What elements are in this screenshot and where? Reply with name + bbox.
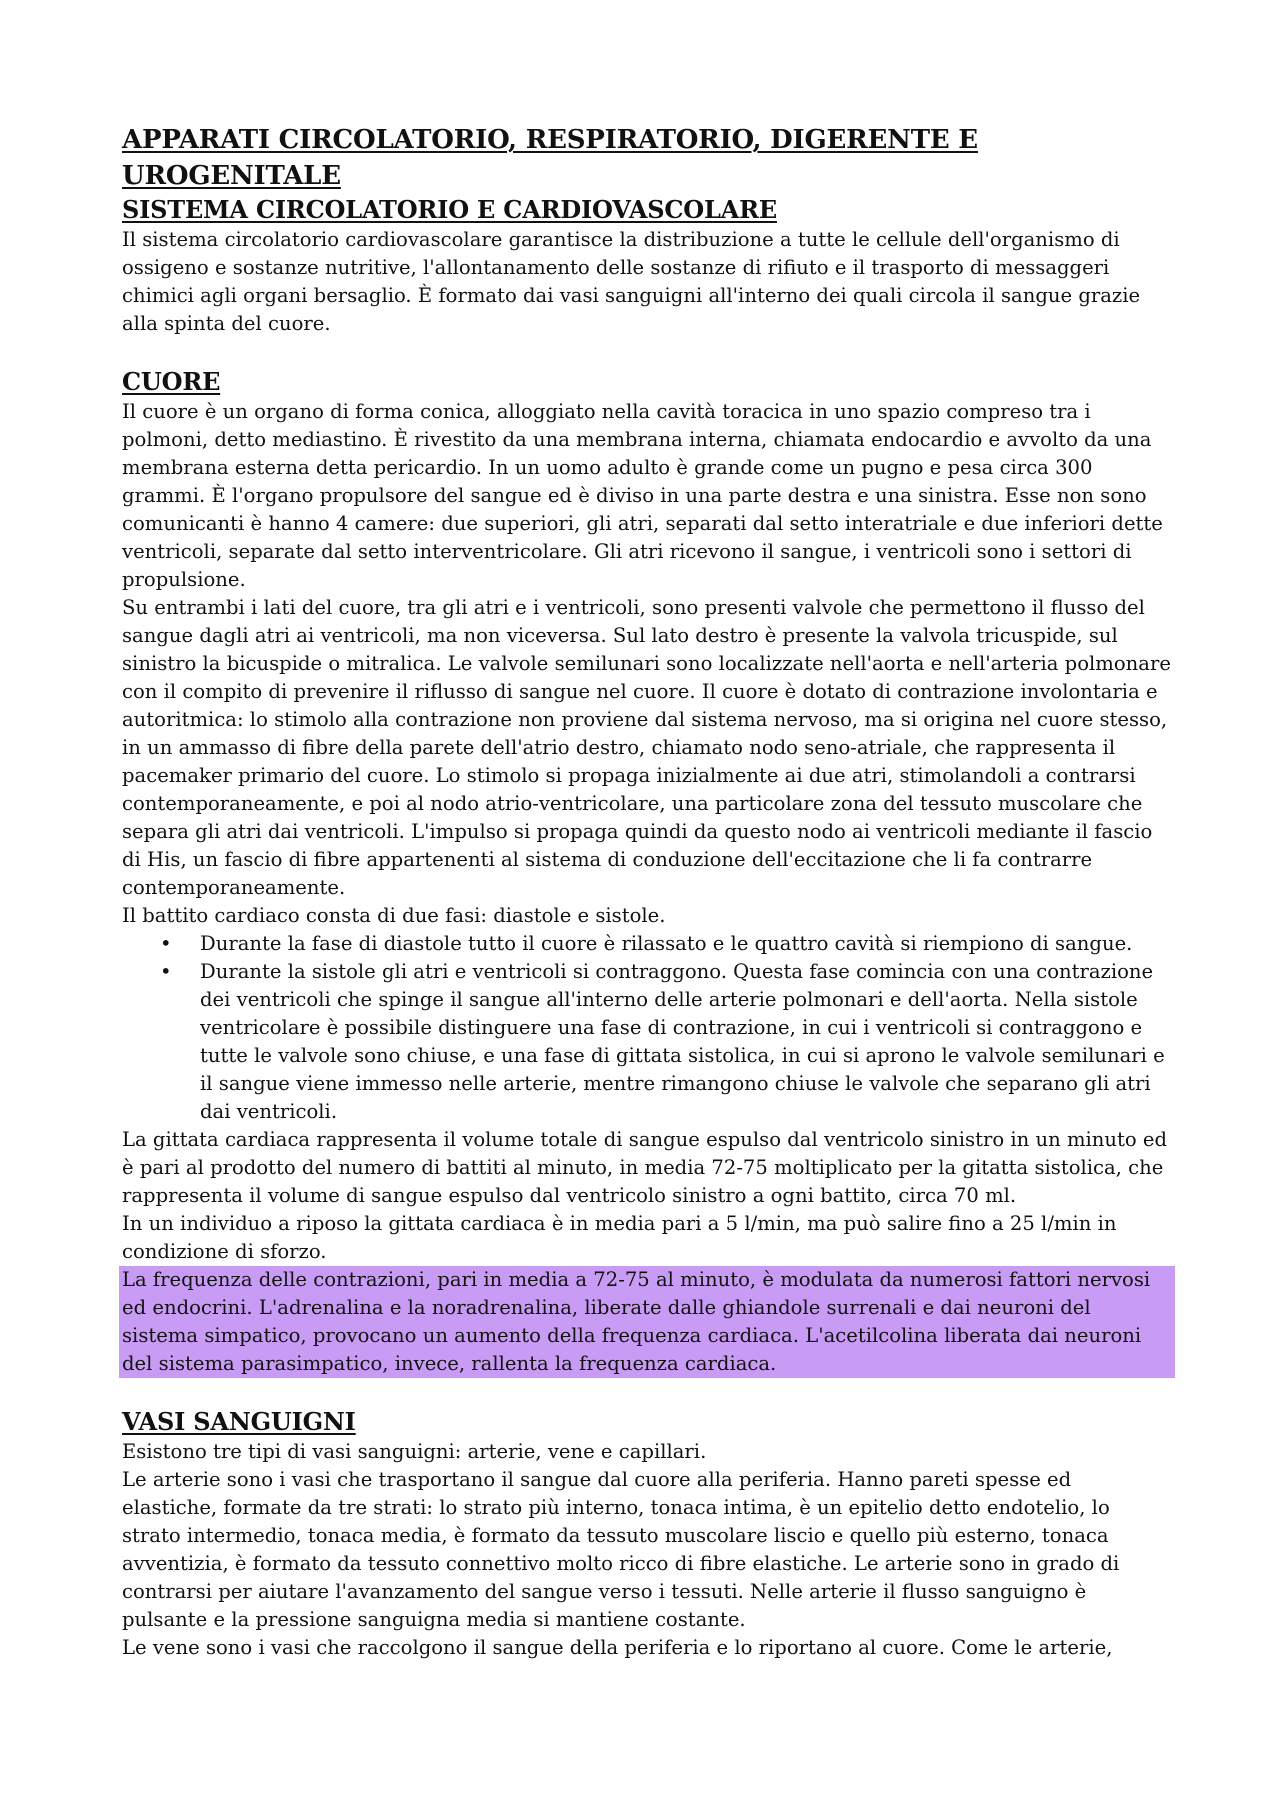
section-cuore [122, 366, 1172, 1378]
list-item-text: Durante la sistole gli atri e ventricoli si contraggono. Questa fase comincia con una contrazione dei ventricoli che spinge il sangue all'interno delle arterie polmonari e dell'aorta. Nella sistole ventricolare è possibile distinguere una fase di contrazione, in cui i ventricoli si contraggono e tutte le valvole sono chiuse, e una fase di gittata sistolica, in cui si aprono le valvole semilunari e il sangue viene immesso nelle arterie, mentre rimangono chiuse le valvole che separano gli atri dai ventricoli. [200, 960, 1165, 1123]
paragraph: Le arterie sono i vasi che trasportano il sangue dal cuore alla periferia. Hanno pareti spesse ed elastiche, formate da tre strati: lo strato più interno, tonaca intima, è un epitelio detto endotelio, lo strato intermedio, tonaca media, è formato da tessuto muscolare liscio e quello più esterno, tonaca avventizia, è formato da tessuto connettivo molto ricco di fibre elastiche. Le arterie sono in grado di contrarsi per aiutare l'avanzamento del sangue verso i tessuti. Nelle arterie il flusso sanguigno è pulsante e la pressione sanguigna media si mantiene costante. [122, 1468, 1120, 1631]
section-heading-vasi: VASI SANGUIGNI [122, 1407, 356, 1436]
paragraph: Su entrambi i lati del cuore, tra gli atri e i ventricoli, sono presenti valvole che permettono il flusso del sangue dagli atri ai ventricoli, ma non viceversa. Sul lato destro è presente la valvola tricuspide, sul sinistro la bicuspide o mitralica. Le valvole semilunari sono localizzate nell'aorta e nell'arteria polmonare con il compito di prevenire il riflusso di sangue nel cuore. Il cuore è dotato di contrazione involontaria e autoritmica: lo stimolo alla contrazione non proviene dal sistema nervoso, ma si origina nel cuore stesso, in un ammasso di fibre della parete dell'atrio destro, chiamato nodo seno-atriale, che rappresenta il pacemaker primario del cuore. Lo stimolo si propaga inizialmente ai due atri, stimolandoli a contrarsi contemporaneamente, e poi al nodo atrio-ventricolare, una particolare zona del tessuto muscolare che separa gli atri dai ventricoli. L'impulso si propaga quindi da questo nodo ai ventricoli mediante il fascio di His, un fascio di fibre appartenenti al sistema di conduzione dell'eccitazione che li fa contrarre contemporaneamente. [122, 596, 1171, 899]
paragraph: In un individuo a riposo la gittata cardiaca è in media pari a 5 l/min, ma può salire fino a 25 l/min in condizione di sforzo. [122, 1212, 1117, 1263]
bullet-icon: • [160, 932, 172, 955]
section-sistema-circolatorio [122, 194, 1172, 338]
list-item-text: Durante la fase di diastole tutto il cuore è rilassato e le quattro cavità si riempiono di sangue. [200, 932, 1133, 955]
document-title: APPARATI CIRCOLATORIO, RESPIRATORIO, DIGERENTE E UROGENITALE [122, 125, 978, 191]
list-item [160, 930, 1172, 958]
paragraph: Le vene sono i vasi che raccolgono il sangue della periferia e lo riportano al cuore. Come le arterie, [122, 1636, 1113, 1659]
bullet-list [122, 930, 1172, 1126]
document-page [122, 122, 1172, 1662]
paragraph: Il cuore è un organo di forma conica, alloggiato nella cavità toracica in uno spazio compreso tra i polmoni, detto mediastino. È rivestito da una membrana interna, chiamata endocardio e avvolto da una membrana esterna detta pericardio. In un uomo adulto è grande come un pugno e pesa circa 300 grammi. È l'organo propulsore del sangue ed è diviso in una parte destra e una sinistra. Esse non sono comunicanti è hanno 4 camere: due superiori, gli atri, separati dal setto interatriale e due inferiori dette ventricoli, separate dal setto interventricolare. Gli atri ricevono il sangue, i ventricoli sono i settori di propulsione. [122, 400, 1163, 591]
section-heading-cuore: CUORE [122, 367, 221, 396]
highlighted-paragraph: La frequenza delle contrazioni, pari in media a 72-75 al minuto, è modulata da numerosi fattori nervosi ed endocrini. L'adrenalina e la noradrenalina, liberate dalle ghiandole surrenali e dai neuroni del sistema simpatico, provocano un aumento della frequenza cardiaca. L'acetilcolina liberata dai neuroni del sistema parasimpatico, invece, rallenta la frequenza cardiaca. [119, 1266, 1175, 1378]
bullet-icon: • [160, 960, 172, 983]
list-item [160, 958, 1172, 1126]
section-vasi-sanguigni [122, 1406, 1172, 1662]
paragraph: La gittata cardiaca rappresenta il volume totale di sangue espulso dal ventricolo sinistro in un minuto ed è pari al prodotto del numero di battiti al minuto, in media 72-75 moltiplicato per la gitatta sistolica, che rappresenta il volume di sangue espulso dal ventricolo sinistro a ogni battito, circa 70 ml. [122, 1128, 1168, 1207]
paragraph: Il battito cardiaco consta di due fasi: diastole e sistole. [122, 904, 666, 927]
paragraph: Il sistema circolatorio cardiovascolare garantisce la distribuzione a tutte le cellule dell'organismo di ossigeno e sostanze nutritive, l'allontanamento delle sostanze di rifiuto e il trasporto di messaggeri chimici agli organi bersaglio. È formato dai vasi sanguigni all'interno dei quali circola il sangue grazie alla spinta del cuore. [122, 228, 1141, 335]
paragraph: Esistono tre tipi di vasi sanguigni: arterie, vene e capillari. [122, 1440, 707, 1463]
section-heading-sistema: SISTEMA CIRCOLATORIO E CARDIOVASCOLARE [122, 195, 777, 224]
